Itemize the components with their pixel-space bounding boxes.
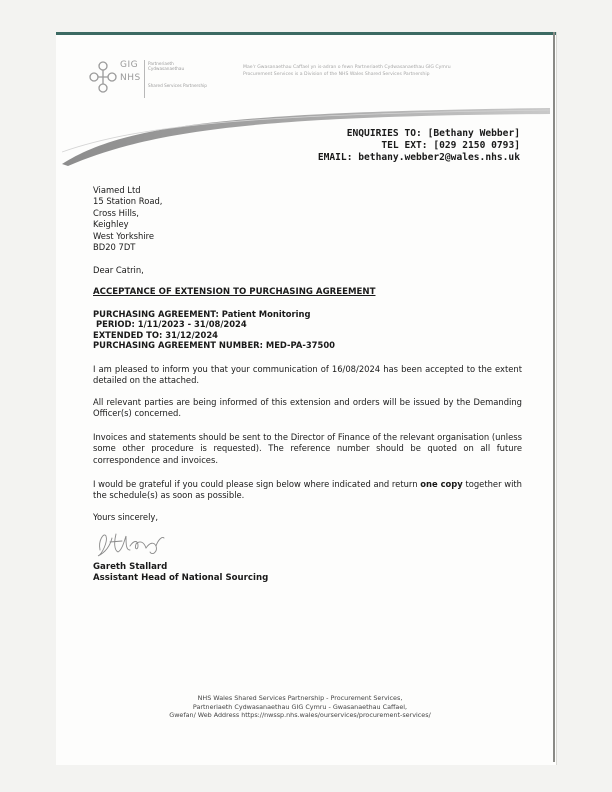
footer-web-address: Gwefan/ Web Address https://nwssp.nhs.wales/ourservices/procurement-services/ xyxy=(169,711,431,720)
paragraph-acceptance: I am pleased to inform you that your communication of 16/08/2024 has been accepted to the extent detailed on the attached. xyxy=(93,364,522,386)
p4-text-before: I would be grateful if you could please sign below where indicated and return xyxy=(93,479,421,489)
address-line: West Yorkshire xyxy=(93,230,155,241)
logo-org-english: Shared Services Partnership xyxy=(148,83,207,88)
address-line: Cross Hills, xyxy=(93,207,139,218)
logo-org-welsh: Partneriaeth Cydwasanaethau xyxy=(148,61,185,71)
page-edge xyxy=(553,32,555,762)
paragraph-parties: All relevant parties are being informed of this extension and orders will be issued by the Demanding Officer(s) concerned. xyxy=(93,397,522,419)
address-line: Viamed Ltd xyxy=(93,185,141,195)
signer-title: Assistant Head of National Sourcing xyxy=(93,573,269,583)
logo-divider xyxy=(144,60,145,98)
address-line: 15 Station Road, xyxy=(93,196,163,207)
closing: Yours sincerely, xyxy=(93,512,159,522)
logo-nhs-text: NHS xyxy=(120,73,141,83)
recipient-address xyxy=(93,185,162,253)
subject-heading: ACCEPTANCE OF EXTENSION TO PURCHASING AGREEMENT xyxy=(93,287,376,297)
footer-line-english: NHS Wales Shared Services Partnership - Procurement Services, xyxy=(197,694,403,702)
agreement-extended: EXTENDED TO: 31/12/2024 xyxy=(93,329,218,340)
enquiries-tel: TEL EXT: [029 2150 0793] xyxy=(381,140,520,151)
signer-name: Gareth Stallard xyxy=(93,562,168,572)
agreement-details xyxy=(93,309,335,351)
signer-block xyxy=(93,562,268,584)
p4-text-after: together with the schedule(s) as soon as possible. xyxy=(93,479,522,501)
enquiries-email: EMAIL: bethany.webber2@wales.nhs.uk xyxy=(317,152,520,163)
header-line-welsh: Mae'r Gwasanaethau Caffael yn is-adran o fewn Partneriaeth Cydwasanaethau GIG Cymru xyxy=(243,65,451,70)
paragraph-sign-return xyxy=(93,479,522,502)
enquiries-block xyxy=(318,128,520,164)
agreement-period: PERIOD: 1/11/2023 - 31/08/2024 xyxy=(96,319,247,330)
paragraph-invoices: Invoices and statements should be sent to the Director of Finance of the relevant organisation (unless some other procedure is requested). The reference number should be quoted on all future correspondence and invoices. xyxy=(93,432,522,465)
address-line: Keighley xyxy=(93,219,129,230)
greeting: Dear Catrin, xyxy=(93,265,144,275)
address-line: BD20 7DT xyxy=(93,242,136,253)
enquiries-contact: ENQUIRIES TO: [Bethany Webber] xyxy=(346,128,520,139)
logo-gig-text: GIG xyxy=(120,60,139,70)
handwritten-signature xyxy=(92,528,168,560)
header-line-english: Procurement Services is a Division of the NHS Wales Shared Services Partnership xyxy=(243,72,430,77)
footer xyxy=(130,694,470,720)
agreement-number: PURCHASING AGREEMENT NUMBER: MED-PA-37500 xyxy=(93,340,335,351)
agreement-name: PURCHASING AGREEMENT: Patient Monitoring xyxy=(93,309,311,319)
footer-line-welsh: Partneriaeth Cydwasanaethau GIG Cymru - Gwasanaethau Caffael, xyxy=(192,702,408,711)
p4-text-bold: one copy xyxy=(420,479,463,489)
nhs-wales-logo-icon xyxy=(88,58,118,96)
